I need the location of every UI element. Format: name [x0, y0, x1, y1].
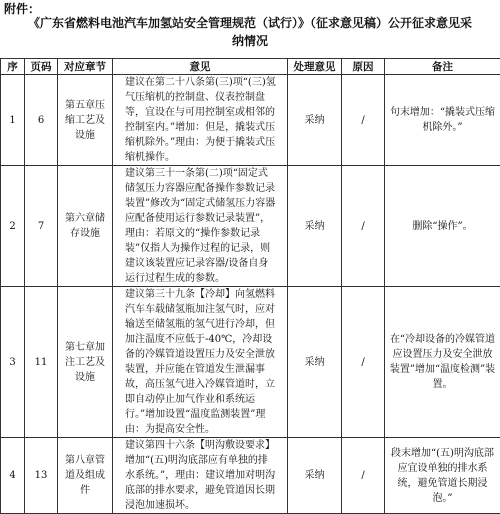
cell-chapter: 第五章压缩工艺及设施 — [58, 75, 113, 166]
table-header-row — [1, 59, 500, 75]
table-row — [1, 438, 500, 514]
cell-opinion: 建议在第二十八条第(三)项“(三)氢气压缩机的控制盘、仪表控制盘等，宜设在与可用控制室或相邻的控制室内。”增加：但是，撬装式压缩机除外。”理由：为便于撬装式压缩机操作。 — [113, 75, 288, 166]
cell-note: 段末增加“(五)明沟底部应宜设单独的排水系统，避免管道长期浸泡。” — [385, 438, 500, 514]
cell-page: 7 — [25, 166, 58, 287]
cell-chapter: 第六章储存设施 — [58, 166, 113, 287]
cell-opinion: 建议第四十六条【明沟敷设要求】增加“(五)明沟底部应有单独的排水系统。”，理由：建议增加对明沟底部的排水要求，避免管道因长期浸泡加速损坏。 — [113, 438, 288, 514]
cell-seq: 2 — [1, 166, 25, 287]
cell-reason: / — [342, 438, 385, 514]
column-header-chapter: 对应章节 — [58, 59, 113, 75]
attachment-label: 附件： — [4, 0, 40, 17]
cell-note: 删除“操作”。 — [385, 166, 500, 287]
cell-chapter: 第八章管道及组成件 — [58, 438, 113, 514]
cell-seq: 3 — [1, 287, 25, 438]
feedback-table — [0, 58, 500, 514]
column-header-handling: 处理意见 — [288, 59, 342, 75]
cell-seq: 1 — [1, 75, 25, 166]
cell-note: 句末增加：“撬装式压缩机除外。” — [385, 75, 500, 166]
table-row — [1, 287, 500, 438]
cell-handling: 采纳 — [288, 287, 342, 438]
column-header-page: 页码 — [25, 59, 58, 75]
page-title — [0, 14, 500, 50]
cell-page: 13 — [25, 438, 58, 514]
cell-seq: 4 — [1, 438, 25, 514]
table-row — [1, 166, 500, 287]
cell-page: 11 — [25, 287, 58, 438]
title-line-2: 纳情况 — [0, 32, 500, 50]
cell-opinion: 建议第三十九条【冷却】向氢燃料汽车车载储氢瓶加注氢气时，应对输送至储氢瓶的氢气进行冷却，但加注温度不应低于-40℃，冷却设备的冷媒管道设置压力及安全泄放装置，并应能在管道发生泄漏事故，高压氢气进入冷媒管道时，立即自动停止加气作业和系统运行。”增加设置“温度监测装置”理由：为提高安全性。 — [113, 287, 288, 438]
column-header-seq: 序 — [1, 59, 25, 75]
cell-reason: / — [342, 287, 385, 438]
column-header-note: 备注 — [385, 59, 500, 75]
cell-opinion: 建议第三十一条第(二)项“固定式储氢压力容器应配备操作参数记录装置”修改为“固定式储氢压力容器应配备使用运行参数记录装置”，理由：若原文的“操作参数记录装”仅指人为操作过程的记录，则建议该装置应记录容器/设备自身运行过程生成的参数。 — [113, 166, 288, 287]
cell-handling: 采纳 — [288, 166, 342, 287]
cell-handling: 采纳 — [288, 75, 342, 166]
cell-reason: / — [342, 75, 385, 166]
cell-chapter: 第七章加注工艺及设施 — [58, 287, 113, 438]
column-header-reason: 原因 — [342, 59, 385, 75]
cell-page: 6 — [25, 75, 58, 166]
cell-reason: / — [342, 166, 385, 287]
cell-note: 在“冷却设备的冷媒管道应设置压力及安全泄放装置”增加“温度检测”装置。 — [385, 287, 500, 438]
column-header-opinion: 意见 — [113, 59, 288, 75]
table-row — [1, 75, 500, 166]
cell-handling: 采纳 — [288, 438, 342, 514]
title-line-1: 《广东省燃料电池汽车加氢站安全管理规范（试行）》（征求意见稿）公开征求意见采 — [0, 14, 500, 32]
